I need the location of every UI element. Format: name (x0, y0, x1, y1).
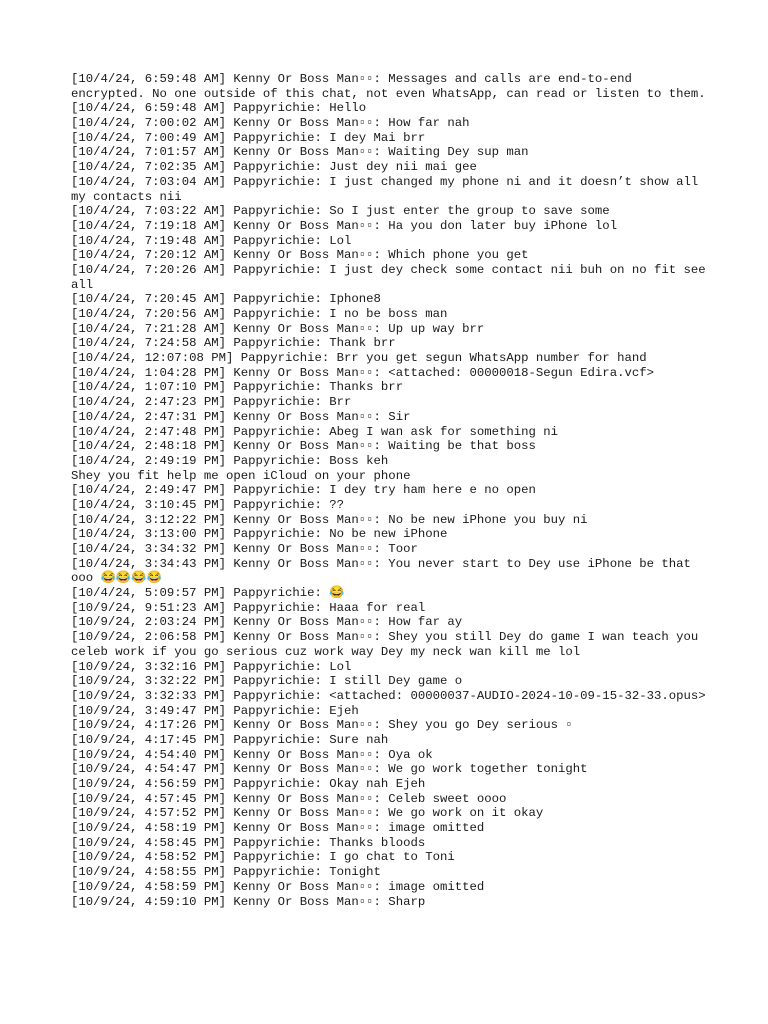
chat-line: [10/4/24, 7:19:18 AM] Kenny Or Boss Man▫▫: Ha you don later buy iPhone lol (71, 218, 618, 233)
chat-line: [10/9/24, 2:06:58 PM] Kenny Or Boss Man▫▫: Shey you still Dey do game I wan teach you celeb work if you go serious cuz work way Dey my neck wan kill me lol (71, 630, 706, 659)
chat-line: [10/9/24, 3:32:33 PM] Pappyrichie: <attached: 00000037-AUDIO-2024-10-09-15-32-33.opus> (71, 688, 706, 703)
chat-line: [10/4/24, 7:00:49 AM] Pappyrichie: I dey Mai brr (71, 130, 426, 145)
chat-line: [10/4/24, 3:10:45 PM] Pappyrichie: ?? (71, 497, 345, 512)
chat-line: [10/4/24, 2:47:31 PM] Kenny Or Boss Man▫▫: Sir (71, 409, 411, 424)
chat-line: [10/4/24, 3:13:00 PM] Pappyrichie: No be new iPhone (71, 527, 448, 542)
chat-line: [10/9/24, 4:54:47 PM] Kenny Or Boss Man▫▫: We go work together tonight (71, 762, 588, 777)
chat-line: [10/4/24, 7:20:12 AM] Kenny Or Boss Man▫▫: Which phone you get (71, 248, 529, 263)
chat-line: [10/9/24, 4:56:59 PM] Pappyrichie: Okay nah Ejeh (71, 777, 426, 791)
chat-line: [10/4/24, 7:20:56 AM] Pappyrichie: I no be boss man (71, 307, 448, 321)
chat-line: [10/9/24, 4:17:26 PM] Kenny Or Boss Man▫▫: Shey you go Dey serious ▫ (71, 718, 573, 733)
chat-line: [10/4/24, 6:59:48 AM] Kenny Or Boss Man▫▫: Messages and calls are end-to-end encrypted. No one outside of this chat, not even WhatsApp, can read or listen to them. (71, 72, 706, 101)
chat-line: [10/4/24, 7:21:28 AM] Kenny Or Boss Man▫▫: Up up way brr (71, 321, 485, 336)
chat-line: [10/9/24, 4:58:59 PM] Kenny Or Boss Man▫▫: image omitted (71, 879, 485, 894)
chat-line: [10/9/24, 4:59:10 PM] Kenny Or Boss Man▫▫: Sharp (71, 894, 426, 909)
chat-transcript (71, 72, 714, 909)
chat-line: [10/9/24, 4:58:45 PM] Pappyrichie: Thanks bloods (71, 835, 426, 850)
chat-line: [10/9/24, 4:57:45 PM] Kenny Or Boss Man▫▫: Celeb sweet oooo (71, 791, 507, 806)
chat-line: [10/4/24, 2:48:18 PM] Kenny Or Boss Man▫▫: Waiting be that boss (71, 439, 536, 454)
chat-line: [10/4/24, 7:02:35 AM] Pappyrichie: Just dey nii mai gee (71, 160, 477, 175)
chat-line: [10/9/24, 3:32:22 PM] Pappyrichie: I still Dey game o (71, 674, 463, 689)
chat-line: [10/9/24, 9:51:23 AM] Pappyrichie: Haaa for real (71, 600, 426, 615)
chat-line: [10/4/24, 7:20:45 AM] Pappyrichie: Iphone8 (71, 292, 381, 307)
chat-line: [10/4/24, 2:49:19 PM] Pappyrichie: Boss keh (71, 453, 389, 468)
chat-line: [10/4/24, 2:47:48 PM] Pappyrichie: Abeg I wan ask for something ni (71, 424, 559, 439)
chat-line: [10/4/24, 7:20:26 AM] Pappyrichie: I just dey check some contact nii buh on no fit see all (71, 262, 714, 292)
chat-line: [10/9/24, 4:17:45 PM] Pappyrichie: Sure nah (71, 732, 389, 747)
chat-line: [10/4/24, 12:07:08 PM] Pappyrichie: Brr you get segun WhatsApp number for hand (71, 351, 647, 366)
chat-line: [10/4/24, 3:12:22 PM] Kenny Or Boss Man▫▫: No be new iPhone you buy ni (71, 512, 588, 527)
chat-line: [10/4/24, 5:09:57 PM] Pappyrichie: 😂 (71, 586, 345, 601)
chat-line: [10/4/24, 7:19:48 AM] Pappyrichie: Lol (71, 233, 352, 248)
chat-line: [10/4/24, 3:34:43 PM] Kenny Or Boss Man▫▫: You never start to Dey use iPhone be that ooo 😂😂😂😂 (71, 556, 699, 586)
chat-line: [10/9/24, 3:49:47 PM] Pappyrichie: Ejeh (71, 703, 359, 718)
chat-line: [10/9/24, 3:32:16 PM] Pappyrichie: Lol (71, 659, 352, 674)
chat-line: [10/4/24, 7:03:04 AM] Pappyrichie: I just changed my phone ni and it doesn’t show all my contacts nii (71, 174, 706, 204)
chat-line: [10/4/24, 7:03:22 AM] Pappyrichie: So I just enter the group to save some (71, 204, 610, 219)
chat-line: [10/9/24, 4:54:40 PM] Kenny Or Boss Man▫▫: Oya ok (71, 747, 433, 762)
chat-line: [10/4/24, 2:49:47 PM] Pappyrichie: I dey try ham here e no open (71, 483, 536, 498)
chat-line: [10/4/24, 1:04:28 PM] Kenny Or Boss Man▫▫: <attached: 00000018-Segun Edira.vcf> (71, 365, 654, 380)
chat-line: [10/4/24, 2:47:23 PM] Pappyrichie: Brr (71, 395, 352, 410)
chat-line: [10/4/24, 3:34:32 PM] Kenny Or Boss Man▫▫: Toor (71, 542, 418, 556)
chat-line: [10/9/24, 2:03:24 PM] Kenny Or Boss Man▫▫: How far ay (71, 615, 463, 630)
chat-line: [10/4/24, 7:01:57 AM] Kenny Or Boss Man▫▫: Waiting Dey sup man (71, 145, 529, 160)
chat-line: [10/4/24, 6:59:48 AM] Pappyrichie: Hello (71, 101, 367, 116)
chat-line: [10/9/24, 4:58:52 PM] Pappyrichie: I go chat to Toni (71, 850, 455, 865)
chat-line: [10/4/24, 7:00:02 AM] Kenny Or Boss Man▫▫: How far nah (71, 116, 470, 131)
chat-line: Shey you fit help me open iCloud on your phone (71, 468, 411, 483)
chat-line: [10/4/24, 1:07:10 PM] Pappyrichie: Thanks brr (71, 380, 404, 395)
chat-line: [10/9/24, 4:57:52 PM] Kenny Or Boss Man▫▫: We go work on it okay (71, 806, 544, 821)
chat-line: [10/9/24, 4:58:19 PM] Kenny Or Boss Man▫▫: image omitted (71, 821, 485, 836)
chat-line: [10/4/24, 7:24:58 AM] Pappyrichie: Thank brr (71, 336, 396, 351)
chat-line: [10/9/24, 4:58:55 PM] Pappyrichie: Tonight (71, 865, 381, 880)
